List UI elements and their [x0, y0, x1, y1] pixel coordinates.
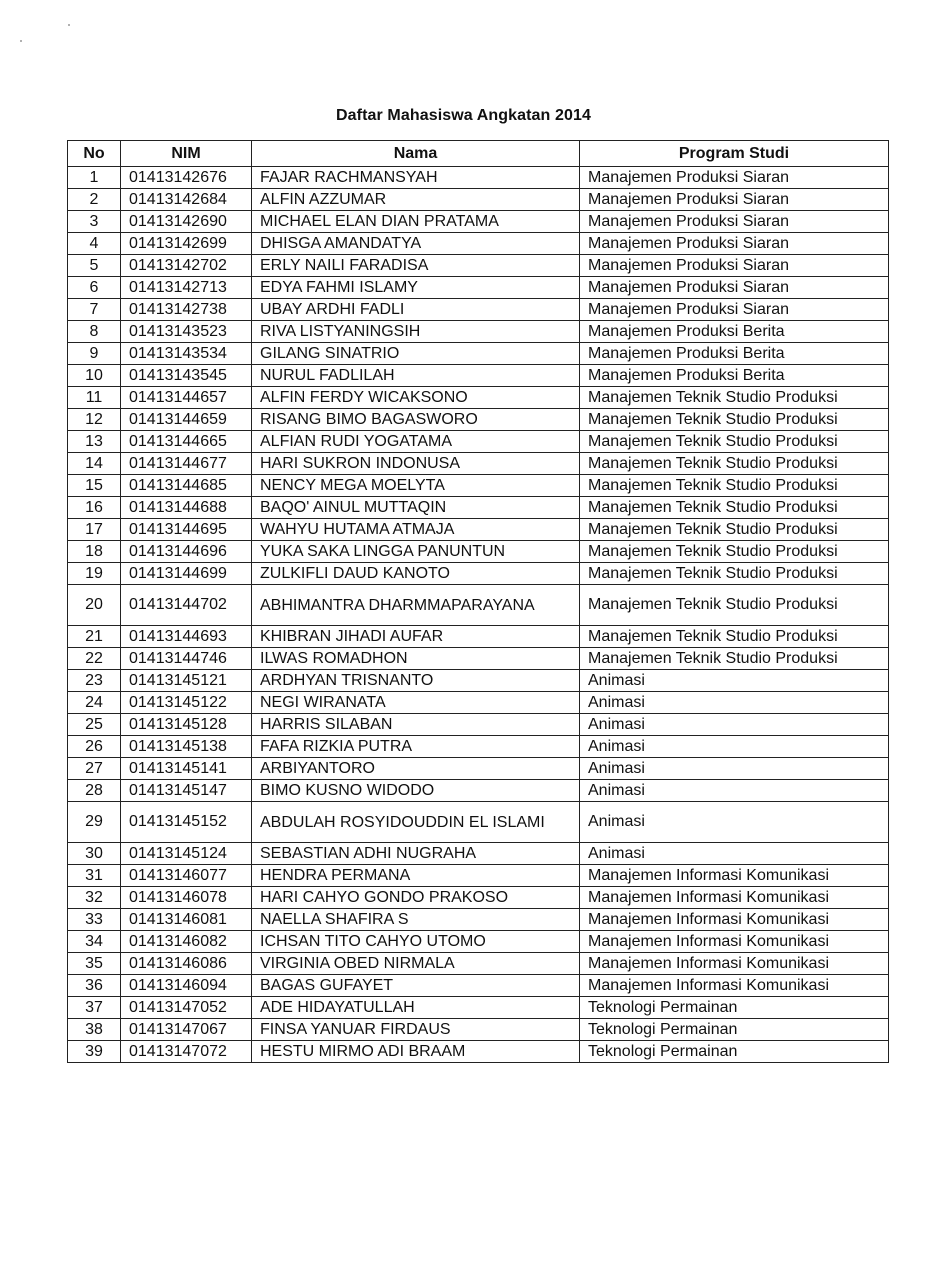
- cell-program-studi: Manajemen Informasi Komunikasi: [580, 909, 889, 931]
- table-row: [68, 865, 889, 887]
- cell-program-studi: Teknologi Permainan: [580, 997, 889, 1019]
- document-title: Daftar Mahasiswa Angkatan 2014: [336, 107, 591, 124]
- cell-nama: HARI CAHYO GONDO PRAKOSO: [252, 887, 580, 909]
- cell-nim: 01413142713: [121, 277, 252, 299]
- cell-program-studi: Manajemen Produksi Siaran: [580, 167, 889, 189]
- cell-nim: 01413143523: [121, 321, 252, 343]
- cell-nama: BAQO' AINUL MUTTAQIN: [252, 497, 580, 519]
- cell-nim: 01413147052: [121, 997, 252, 1019]
- table-row: [68, 997, 889, 1019]
- table-row: [68, 670, 889, 692]
- table-row: [68, 931, 889, 953]
- table-row: [68, 431, 889, 453]
- header-nim: NIM: [121, 141, 252, 167]
- table-row: [68, 321, 889, 343]
- cell-no: 12: [68, 409, 121, 431]
- cell-nama: HARRIS SILABAN: [252, 714, 580, 736]
- cell-no: 38: [68, 1019, 121, 1041]
- cell-nim: 01413142690: [121, 211, 252, 233]
- cell-nim: 01413145128: [121, 714, 252, 736]
- cell-no: 16: [68, 497, 121, 519]
- cell-no: 25: [68, 714, 121, 736]
- cell-nim: 01413144659: [121, 409, 252, 431]
- table-row: [68, 736, 889, 758]
- cell-nim: 01413147072: [121, 1041, 252, 1063]
- cell-program-studi: Manajemen Teknik Studio Produksi: [580, 431, 889, 453]
- cell-program-studi: Animasi: [580, 802, 889, 843]
- cell-program-studi: Manajemen Informasi Komunikasi: [580, 931, 889, 953]
- cell-no: 30: [68, 843, 121, 865]
- cell-program-studi: Manajemen Produksi Siaran: [580, 299, 889, 321]
- cell-nama: NEGI WIRANATA: [252, 692, 580, 714]
- cell-no: 14: [68, 453, 121, 475]
- cell-nama: ERLY NAILI FARADISA: [252, 255, 580, 277]
- cell-program-studi: Manajemen Teknik Studio Produksi: [580, 626, 889, 648]
- cell-nama: BAGAS GUFAYET: [252, 975, 580, 997]
- table-row: [68, 233, 889, 255]
- cell-program-studi: Teknologi Permainan: [580, 1019, 889, 1041]
- cell-nim: 01413145152: [121, 802, 252, 843]
- cell-nama: ADE HIDAYATULLAH: [252, 997, 580, 1019]
- cell-no: 13: [68, 431, 121, 453]
- table-row: [68, 519, 889, 541]
- table-row: [68, 585, 889, 626]
- cell-no: 22: [68, 648, 121, 670]
- cell-program-studi: Manajemen Teknik Studio Produksi: [580, 475, 889, 497]
- cell-nama: DHISGA AMANDATYA: [252, 233, 580, 255]
- cell-nim: 01413146082: [121, 931, 252, 953]
- cell-nim: 01413145124: [121, 843, 252, 865]
- cell-nim: 01413144746: [121, 648, 252, 670]
- cell-program-studi: Manajemen Teknik Studio Produksi: [580, 563, 889, 585]
- cell-program-studi: Manajemen Teknik Studio Produksi: [580, 648, 889, 670]
- cell-nama: HARI SUKRON INDONUSA: [252, 453, 580, 475]
- cell-program-studi: Manajemen Informasi Komunikasi: [580, 865, 889, 887]
- table-row: [68, 1019, 889, 1041]
- table-row: [68, 887, 889, 909]
- cell-nama: FINSA YANUAR FIRDAUS: [252, 1019, 580, 1041]
- table-row: [68, 189, 889, 211]
- cell-nama: BIMO KUSNO WIDODO: [252, 780, 580, 802]
- header-program-studi: Program Studi: [580, 141, 889, 167]
- cell-nama: VIRGINIA OBED NIRMALA: [252, 953, 580, 975]
- cell-no: 1: [68, 167, 121, 189]
- student-table: [67, 140, 889, 1063]
- table-row: [68, 780, 889, 802]
- cell-nim: 01413146094: [121, 975, 252, 997]
- cell-program-studi: Animasi: [580, 780, 889, 802]
- table-row: [68, 802, 889, 843]
- table-row: [68, 626, 889, 648]
- table-row: [68, 343, 889, 365]
- table-row: [68, 475, 889, 497]
- cell-no: 33: [68, 909, 121, 931]
- cell-program-studi: Manajemen Informasi Komunikasi: [580, 975, 889, 997]
- cell-program-studi: Manajemen Produksi Berita: [580, 343, 889, 365]
- table-row: [68, 387, 889, 409]
- cell-no: 37: [68, 997, 121, 1019]
- cell-program-studi: Animasi: [580, 692, 889, 714]
- cell-no: 11: [68, 387, 121, 409]
- table-row: [68, 365, 889, 387]
- cell-nim: 01413143545: [121, 365, 252, 387]
- table-row: [68, 299, 889, 321]
- cell-no: 27: [68, 758, 121, 780]
- cell-program-studi: Manajemen Teknik Studio Produksi: [580, 387, 889, 409]
- cell-nama: RISANG BIMO BAGASWORO: [252, 409, 580, 431]
- cell-no: 28: [68, 780, 121, 802]
- cell-nama: ALFIN AZZUMAR: [252, 189, 580, 211]
- cell-no: 5: [68, 255, 121, 277]
- cell-nim: 01413144688: [121, 497, 252, 519]
- cell-program-studi: Manajemen Produksi Siaran: [580, 211, 889, 233]
- cell-program-studi: Manajemen Produksi Siaran: [580, 233, 889, 255]
- cell-no: 19: [68, 563, 121, 585]
- cell-program-studi: Manajemen Teknik Studio Produksi: [580, 519, 889, 541]
- cell-program-studi: Animasi: [580, 843, 889, 865]
- cell-nama: SEBASTIAN ADHI NUGRAHA: [252, 843, 580, 865]
- table-row: [68, 1041, 889, 1063]
- cell-nim: 01413144702: [121, 585, 252, 626]
- table-row: [68, 975, 889, 997]
- cell-nim: 01413142699: [121, 233, 252, 255]
- cell-nama: MICHAEL ELAN DIAN PRATAMA: [252, 211, 580, 233]
- cell-nim: 01413142738: [121, 299, 252, 321]
- table-header-row: [68, 141, 889, 167]
- cell-nama: KHIBRAN JIHADI AUFAR: [252, 626, 580, 648]
- cell-nama: ALFIN FERDY WICAKSONO: [252, 387, 580, 409]
- header-no: No: [68, 141, 121, 167]
- cell-nama: FAFA RIZKIA PUTRA: [252, 736, 580, 758]
- cell-nama: ARBIYANTORO: [252, 758, 580, 780]
- cell-nama: NURUL FADLILAH: [252, 365, 580, 387]
- cell-nama: ABHIMANTRA DHARMMAPARAYANA: [252, 585, 580, 626]
- cell-program-studi: Manajemen Teknik Studio Produksi: [580, 585, 889, 626]
- cell-nim: 01413145147: [121, 780, 252, 802]
- cell-no: 31: [68, 865, 121, 887]
- cell-nama: RIVA LISTYANINGSIH: [252, 321, 580, 343]
- table-row: [68, 909, 889, 931]
- cell-program-studi: Manajemen Teknik Studio Produksi: [580, 541, 889, 563]
- cell-nim: 01413144657: [121, 387, 252, 409]
- cell-nim: 01413144696: [121, 541, 252, 563]
- table-row: [68, 692, 889, 714]
- header-nama: Nama: [252, 141, 580, 167]
- cell-nim: 01413145141: [121, 758, 252, 780]
- cell-no: 29: [68, 802, 121, 843]
- cell-no: 6: [68, 277, 121, 299]
- cell-no: 24: [68, 692, 121, 714]
- cell-no: 18: [68, 541, 121, 563]
- cell-no: 17: [68, 519, 121, 541]
- table-body: [68, 167, 889, 1063]
- cell-nim: 01413144665: [121, 431, 252, 453]
- cell-program-studi: Manajemen Informasi Komunikasi: [580, 953, 889, 975]
- cell-nim: 01413145138: [121, 736, 252, 758]
- cell-no: 3: [68, 211, 121, 233]
- cell-nama: ILWAS ROMADHON: [252, 648, 580, 670]
- cell-no: 36: [68, 975, 121, 997]
- cell-program-studi: Animasi: [580, 736, 889, 758]
- cell-no: 7: [68, 299, 121, 321]
- cell-no: 34: [68, 931, 121, 953]
- table-row: [68, 563, 889, 585]
- cell-no: 32: [68, 887, 121, 909]
- cell-nama: ABDULAH ROSYIDOUDDIN EL ISLAMI: [252, 802, 580, 843]
- cell-nim: 01413146081: [121, 909, 252, 931]
- cell-nama: WAHYU HUTAMA ATMAJA: [252, 519, 580, 541]
- cell-program-studi: Animasi: [580, 758, 889, 780]
- cell-nama: YUKA SAKA LINGGA PANUNTUN: [252, 541, 580, 563]
- cell-program-studi: Manajemen Teknik Studio Produksi: [580, 453, 889, 475]
- cell-no: 15: [68, 475, 121, 497]
- cell-program-studi: Manajemen Produksi Siaran: [580, 189, 889, 211]
- table-row: [68, 255, 889, 277]
- cell-nama: ALFIAN RUDI YOGATAMA: [252, 431, 580, 453]
- cell-nama: HENDRA PERMANA: [252, 865, 580, 887]
- cell-nim: 01413145122: [121, 692, 252, 714]
- cell-nim: 01413142702: [121, 255, 252, 277]
- cell-no: 8: [68, 321, 121, 343]
- cell-nama: HESTU MIRMO ADI BRAAM: [252, 1041, 580, 1063]
- cell-no: 2: [68, 189, 121, 211]
- cell-no: 20: [68, 585, 121, 626]
- cell-nama: NAELLA SHAFIRA S: [252, 909, 580, 931]
- table-row: [68, 541, 889, 563]
- cell-no: 39: [68, 1041, 121, 1063]
- cell-program-studi: Teknologi Permainan: [580, 1041, 889, 1063]
- cell-nim: 01413144695: [121, 519, 252, 541]
- table-row: [68, 453, 889, 475]
- table-row: [68, 211, 889, 233]
- cell-nim: 01413147067: [121, 1019, 252, 1041]
- cell-program-studi: Manajemen Produksi Berita: [580, 321, 889, 343]
- scan-speck: [20, 40, 22, 42]
- cell-program-studi: Manajemen Teknik Studio Produksi: [580, 409, 889, 431]
- cell-nim: 01413145121: [121, 670, 252, 692]
- cell-nim: 01413146077: [121, 865, 252, 887]
- cell-nama: ZULKIFLI DAUD KANOTO: [252, 563, 580, 585]
- cell-nim: 01413144693: [121, 626, 252, 648]
- cell-no: 4: [68, 233, 121, 255]
- cell-nama: EDYA FAHMI ISLAMY: [252, 277, 580, 299]
- cell-nim: 01413146078: [121, 887, 252, 909]
- cell-nim: 01413144685: [121, 475, 252, 497]
- table-row: [68, 953, 889, 975]
- cell-nama: NENCY MEGA MOELYTA: [252, 475, 580, 497]
- cell-program-studi: Manajemen Produksi Siaran: [580, 277, 889, 299]
- table-row: [68, 409, 889, 431]
- cell-program-studi: Manajemen Informasi Komunikasi: [580, 887, 889, 909]
- cell-no: 21: [68, 626, 121, 648]
- cell-program-studi: Manajemen Produksi Berita: [580, 365, 889, 387]
- table-row: [68, 167, 889, 189]
- table-row: [68, 843, 889, 865]
- table-row: [68, 648, 889, 670]
- table-row: [68, 758, 889, 780]
- cell-nama: ARDHYAN TRISNANTO: [252, 670, 580, 692]
- table-row: [68, 497, 889, 519]
- cell-program-studi: Manajemen Produksi Siaran: [580, 255, 889, 277]
- cell-nama: UBAY ARDHI FADLI: [252, 299, 580, 321]
- cell-program-studi: Manajemen Teknik Studio Produksi: [580, 497, 889, 519]
- cell-nama: ICHSAN TITO CAHYO UTOMO: [252, 931, 580, 953]
- cell-nama: FAJAR RACHMANSYAH: [252, 167, 580, 189]
- cell-nim: 01413144699: [121, 563, 252, 585]
- scan-speck: [68, 24, 70, 26]
- cell-program-studi: Animasi: [580, 670, 889, 692]
- cell-no: 23: [68, 670, 121, 692]
- cell-nim: 01413142676: [121, 167, 252, 189]
- cell-no: 26: [68, 736, 121, 758]
- cell-no: 9: [68, 343, 121, 365]
- table-row: [68, 714, 889, 736]
- cell-nim: 01413142684: [121, 189, 252, 211]
- cell-nama: GILANG SINATRIO: [252, 343, 580, 365]
- table-row: [68, 277, 889, 299]
- cell-nim: 01413144677: [121, 453, 252, 475]
- cell-no: 10: [68, 365, 121, 387]
- cell-program-studi: Animasi: [580, 714, 889, 736]
- cell-nim: 01413146086: [121, 953, 252, 975]
- cell-no: 35: [68, 953, 121, 975]
- cell-nim: 01413143534: [121, 343, 252, 365]
